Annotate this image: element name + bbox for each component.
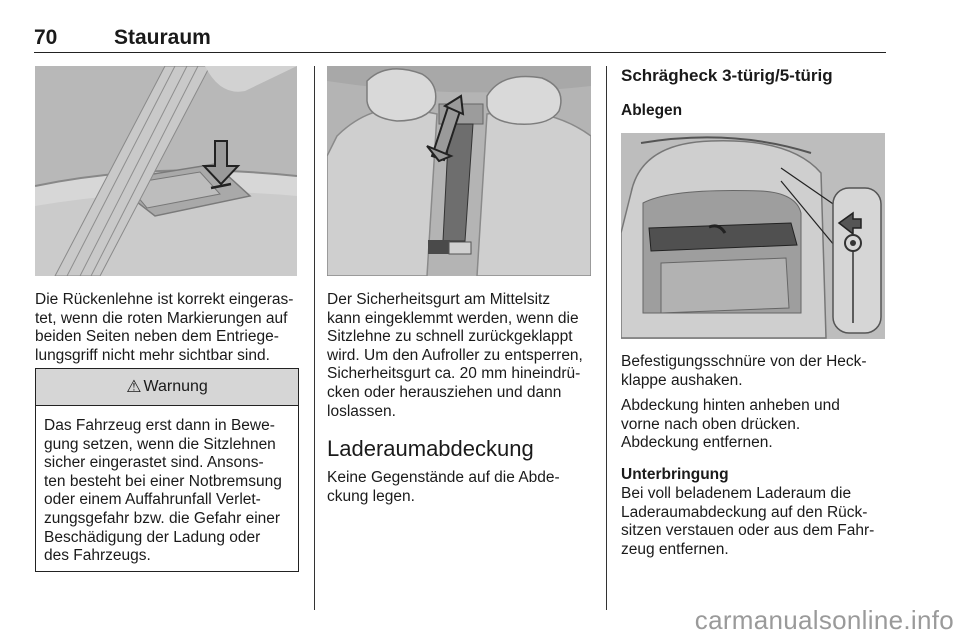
seat-caption: Die Rückenlehne ist korrekt eingeras- tet, wenn die roten Markierungen auf beiden Seiten neben dem Entriege- lungsgriff nicht mehr sichtbar sind.: [35, 291, 294, 364]
watermark: carmanualsonline.info: [694, 605, 954, 635]
step-1: Befestigungsschnüre von der Heck- klappe aushaken.: [621, 353, 867, 389]
subheading-unterbringung: Unterbringung: [621, 466, 729, 483]
storage-text: Bei voll beladenem Laderaum die Laderaumabdeckung auf den Rück- sitzen verstauen oder aus dem Fahr- zeug entfernen.: [621, 485, 875, 558]
column-divider-left: [314, 66, 315, 610]
step-3: Abdeckung entfernen.: [621, 434, 773, 451]
seatbelt-illustration: [327, 66, 591, 276]
warning-title: Warnung: [143, 378, 208, 395]
step-2: Abdeckung hinten anheben und vorne nach oben drücken.: [621, 397, 840, 433]
seat-release-illustration: [35, 66, 297, 276]
heading-schraegheck: Schrägheck 3-türig/5-türig: [621, 66, 833, 85]
page-number: 70: [34, 26, 58, 49]
page-title: Stauraum: [114, 26, 211, 49]
section-text: Keine Gegenstände auf die Abde- ckung legen.: [327, 469, 560, 505]
seatbelt-caption: Der Sicherheitsgurt am Mittelsitz kann eingeklemmt werden, wenn die Sitzlehne zu schnell zurückgeklappt wird. Um den Aufroller zu entsperren, Sicherheitsgurt ca. 20 mm hineindrü- cken oder herausziehen und dann loslassen.: [327, 291, 583, 420]
warning-box: [35, 368, 299, 572]
warning-triangle-icon: ⚠: [126, 377, 142, 396]
warning-header: [36, 369, 298, 406]
subheading-ablegen: Ablegen: [621, 102, 683, 119]
warning-text: Das Fahrzeug erst dann in Bewe- gung setzen, wenn die Sitzlehnen sicher eingerastet sind. Ansons- ten besteht bei einer Notbremsung oder einem Auffahrunfall Verlet- zungsgefahr bzw. die Gefahr einer Beschädigung der Ladung oder des Fahrzeugs.: [44, 417, 282, 565]
page-header: [34, 26, 886, 53]
column-divider-right: [606, 66, 607, 610]
section-heading-laderaumabdeckung: Laderaumabdeckung: [327, 436, 534, 461]
cargo-cover-illustration: [621, 133, 885, 339]
